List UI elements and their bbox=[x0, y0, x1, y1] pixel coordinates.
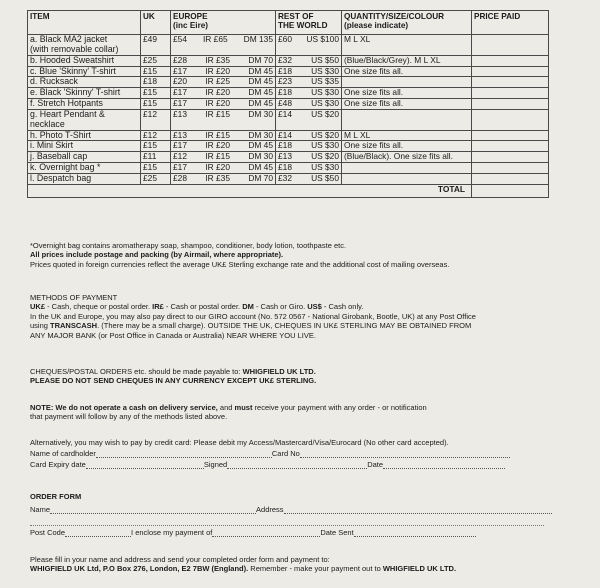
postage-note: All prices include postage and packing (by Airmail, where appropriate). bbox=[30, 250, 284, 260]
quantity-cell[interactable] bbox=[342, 109, 472, 130]
card-date-label: Date bbox=[367, 460, 384, 469]
payable-to: CHEQUES/POSTAL ORDERS etc. should be made payable to: WHIGFIELD UK LTD. bbox=[30, 367, 316, 376]
item-name: c. Blue 'Skinny' T-shirt bbox=[28, 66, 141, 77]
uk-price: £18 bbox=[141, 77, 171, 88]
item-name: e. Black 'Skinny' T-shirt bbox=[28, 88, 141, 99]
world-price: £14 US $20 bbox=[276, 109, 342, 130]
uk-price: £11 bbox=[141, 152, 171, 163]
price-paid-cell[interactable] bbox=[472, 55, 549, 66]
quantity-cell[interactable]: M L XL bbox=[342, 130, 472, 141]
item-name: g. Heart Pendant & necklace bbox=[28, 109, 141, 130]
uk-price: £15 bbox=[141, 141, 171, 152]
item-name: l. Despatch bag bbox=[28, 173, 141, 184]
item-name: f. Stretch Hotpants bbox=[28, 99, 141, 110]
price-paid-cell[interactable] bbox=[472, 99, 549, 110]
cardholder-label: Name of cardholder bbox=[30, 449, 96, 458]
card-intro: Alternatively, you may wish to pay by credit card: Please debit my Access/Mastercard/Visa/Eurocard (No other card accepted). bbox=[30, 438, 449, 447]
table-row bbox=[28, 77, 549, 88]
uk-price: £15 bbox=[141, 163, 171, 174]
header-price-paid: PRICE PAID bbox=[472, 11, 549, 35]
address-form bbox=[30, 492, 570, 537]
header-quantity: QUANTITY/SIZE/COLOUR (please indicate) bbox=[342, 11, 472, 35]
price-paid-cell[interactable] bbox=[472, 66, 549, 77]
uk-price: £12 bbox=[141, 109, 171, 130]
date-sent-label: Date Sent bbox=[320, 528, 354, 537]
uk-price: £15 bbox=[141, 99, 171, 110]
header-rest-of-world: REST OF THE WORLD bbox=[276, 11, 342, 35]
bank-info: ANY MAJOR BANK (or Post Office in Canada or Australia) NEAR WHERE YOU LIVE. bbox=[30, 330, 316, 340]
cardholder-field[interactable] bbox=[96, 448, 272, 458]
europe-price: £17 IR £20 DM 45 bbox=[171, 163, 276, 174]
table-header-row bbox=[28, 11, 549, 35]
table-row bbox=[28, 109, 549, 130]
header-item: ITEM bbox=[28, 11, 141, 35]
uk-price: £49 bbox=[141, 35, 171, 56]
uk-price: £15 bbox=[141, 88, 171, 99]
item-name: b. Hooded Sweatshirt bbox=[28, 55, 141, 66]
price-paid-cell[interactable] bbox=[472, 88, 549, 99]
item-name: j. Baseball cap bbox=[28, 152, 141, 163]
table-row bbox=[28, 66, 549, 77]
signature-field[interactable] bbox=[227, 459, 367, 469]
europe-price: £13 IR £15 DM 30 bbox=[171, 109, 276, 130]
europe-price: £17 IR £20 DM 45 bbox=[171, 99, 276, 110]
address-line-2[interactable] bbox=[30, 514, 544, 526]
table-row bbox=[28, 152, 549, 163]
card-row-2 bbox=[30, 458, 570, 469]
table-row bbox=[28, 99, 549, 110]
quantity-cell[interactable] bbox=[342, 173, 472, 184]
quantity-cell[interactable]: M L XL bbox=[342, 35, 472, 56]
world-price: £18 US $30 bbox=[276, 163, 342, 174]
world-price: £23 US $35 bbox=[276, 77, 342, 88]
cheques-section bbox=[30, 367, 570, 386]
cod-note: NOTE: We do not operate a cash on delivery service, and must receive your payment with any order - or notification that payment will follow by any of the methods listed above. bbox=[30, 403, 427, 422]
form-row-1 bbox=[30, 503, 570, 514]
price-paid-cell[interactable] bbox=[472, 163, 549, 174]
card-number-field[interactable] bbox=[300, 448, 510, 458]
total-label: TOTAL bbox=[28, 184, 472, 197]
uk-price: £12 bbox=[141, 130, 171, 141]
payment-section bbox=[30, 293, 570, 340]
item-name: a. Black MA2 jacket (with removable collar) bbox=[28, 35, 141, 56]
address-field[interactable] bbox=[284, 504, 552, 514]
quantity-cell[interactable] bbox=[342, 77, 472, 88]
sterling-warning: PLEASE DO NOT SEND CHEQUES IN ANY CURRENCY EXCEPT UK£ STERLING. bbox=[30, 376, 317, 386]
item-name: h. Photo T-Shirt bbox=[28, 130, 141, 141]
quantity-cell[interactable] bbox=[342, 163, 472, 174]
expiry-label: Card Expiry date bbox=[30, 460, 86, 469]
order-form-heading: ORDER FORM bbox=[30, 492, 82, 501]
form-row-2 bbox=[30, 526, 570, 537]
item-name: d. Rucksack bbox=[28, 77, 141, 88]
world-price: £14 US $20 bbox=[276, 130, 342, 141]
quantity-cell[interactable]: (Blue/Black). One size fits all. bbox=[342, 152, 472, 163]
card-date-field[interactable] bbox=[383, 459, 505, 469]
price-paid-cell[interactable] bbox=[472, 130, 549, 141]
card-number-label: Card No bbox=[271, 449, 300, 458]
signed-label: Signed bbox=[203, 460, 228, 469]
payment-heading: METHODS OF PAYMENT bbox=[30, 293, 118, 302]
item-name: i. Mini Skirt bbox=[28, 141, 141, 152]
header-uk: UK bbox=[141, 11, 171, 35]
europe-price: £17 IR £20 DM 45 bbox=[171, 141, 276, 152]
uk-price: £15 bbox=[141, 66, 171, 77]
europe-price: £12 IR £15 DM 30 bbox=[171, 152, 276, 163]
item-name: k. Overnight bag * bbox=[28, 163, 141, 174]
world-price: £32 US $50 bbox=[276, 173, 342, 184]
world-price: £18 US $30 bbox=[276, 141, 342, 152]
europe-price: £17 IR £20 DM 45 bbox=[171, 88, 276, 99]
postcode-field[interactable] bbox=[65, 527, 131, 537]
europe-price: £20 IR £25 DM 45 bbox=[171, 77, 276, 88]
world-price: £13 US $20 bbox=[276, 152, 342, 163]
world-price: £32 US $50 bbox=[276, 55, 342, 66]
price-paid-cell[interactable] bbox=[472, 152, 549, 163]
credit-card-section bbox=[30, 438, 570, 469]
notes-section bbox=[30, 241, 570, 269]
europe-price: £17 IR £20 DM 45 bbox=[171, 66, 276, 77]
price-table bbox=[27, 10, 549, 198]
date-sent-field[interactable] bbox=[354, 527, 476, 537]
payment-amount-label: I enclose my payment of bbox=[131, 528, 213, 537]
postcode-label: Post Code bbox=[30, 528, 66, 537]
table-row bbox=[28, 130, 549, 141]
transcash-info: using TRANSCASH. (There may be a small charge). OUTSIDE THE UK, CHEQUES IN UK£ STERLING MAY BE OBTAINED FROM bbox=[30, 321, 472, 331]
quantity-cell[interactable]: One size fits all. bbox=[342, 141, 472, 152]
payment-amount-field[interactable] bbox=[212, 527, 320, 537]
table-row bbox=[28, 88, 549, 99]
table-row bbox=[28, 55, 549, 66]
payment-methods: UK£ - Cash, cheque or postal order. IR£ - Cash or postal order. DM - Cash or Giro. US$ - Cash only. bbox=[30, 302, 364, 312]
total-row bbox=[28, 184, 549, 197]
total-field[interactable] bbox=[472, 184, 549, 197]
europe-price: £28 IR £35 DM 70 bbox=[171, 173, 276, 184]
world-price: £18 US $30 bbox=[276, 88, 342, 99]
quantity-cell[interactable]: One size fits all. bbox=[342, 66, 472, 77]
quantity-cell[interactable]: (Blue/Black/Grey). M L XL bbox=[342, 55, 472, 66]
uk-price: £25 bbox=[141, 173, 171, 184]
price-paid-cell[interactable] bbox=[472, 77, 549, 88]
world-price: £60 US $100 bbox=[276, 35, 342, 56]
price-paid-cell[interactable] bbox=[472, 109, 549, 130]
price-paid-cell[interactable] bbox=[472, 141, 549, 152]
europe-price: £28 IR £35 DM 70 bbox=[171, 55, 276, 66]
name-field[interactable] bbox=[50, 504, 256, 514]
europe-price: £13 IR £15 DM 30 bbox=[171, 130, 276, 141]
europe-price: £54 IR £65 DM 135 bbox=[171, 35, 276, 56]
table-row bbox=[28, 35, 549, 56]
header-europe: EUROPE (inc Eire) bbox=[171, 11, 276, 35]
price-paid-cell[interactable] bbox=[472, 173, 549, 184]
giro-info: In the UK and Europe, you may also pay direct to our GIRO account (No. 572 0567 - National Girobank, Bootle, UK) at any Post Office bbox=[30, 311, 476, 321]
name-label: Name bbox=[30, 505, 51, 514]
world-price: £18 US $30 bbox=[276, 66, 342, 77]
quantity-cell[interactable]: One size fits all. bbox=[342, 99, 472, 110]
card-row-1 bbox=[30, 447, 570, 458]
overnight-note: *Overnight bag contains aromatherapy soap, shampoo, conditioner, body lotion, toothpaste etc. bbox=[30, 241, 347, 250]
expiry-field[interactable] bbox=[86, 459, 204, 469]
table-row bbox=[28, 163, 549, 174]
table-row bbox=[28, 173, 549, 184]
world-price: £48 US $30 bbox=[276, 99, 342, 110]
table-row bbox=[28, 141, 549, 152]
quantity-cell[interactable]: One size fits all. bbox=[342, 88, 472, 99]
price-paid-cell[interactable] bbox=[472, 35, 549, 56]
address-label: Address bbox=[256, 505, 284, 514]
mailing-instructions: Please fill in your name and address and send your completed order form and payment to: WHIGFIELD UK Ltd, P.O Box 276, London, E2 7BW (England). Remember - make your payment out to WHIGFIELD UK LTD. bbox=[30, 555, 457, 574]
uk-price: £25 bbox=[141, 55, 171, 66]
currency-note: Prices quoted in foreign currencies reflect the average UK£ Sterling exchange rate and the additional cost of mailing overseas. bbox=[30, 259, 450, 269]
